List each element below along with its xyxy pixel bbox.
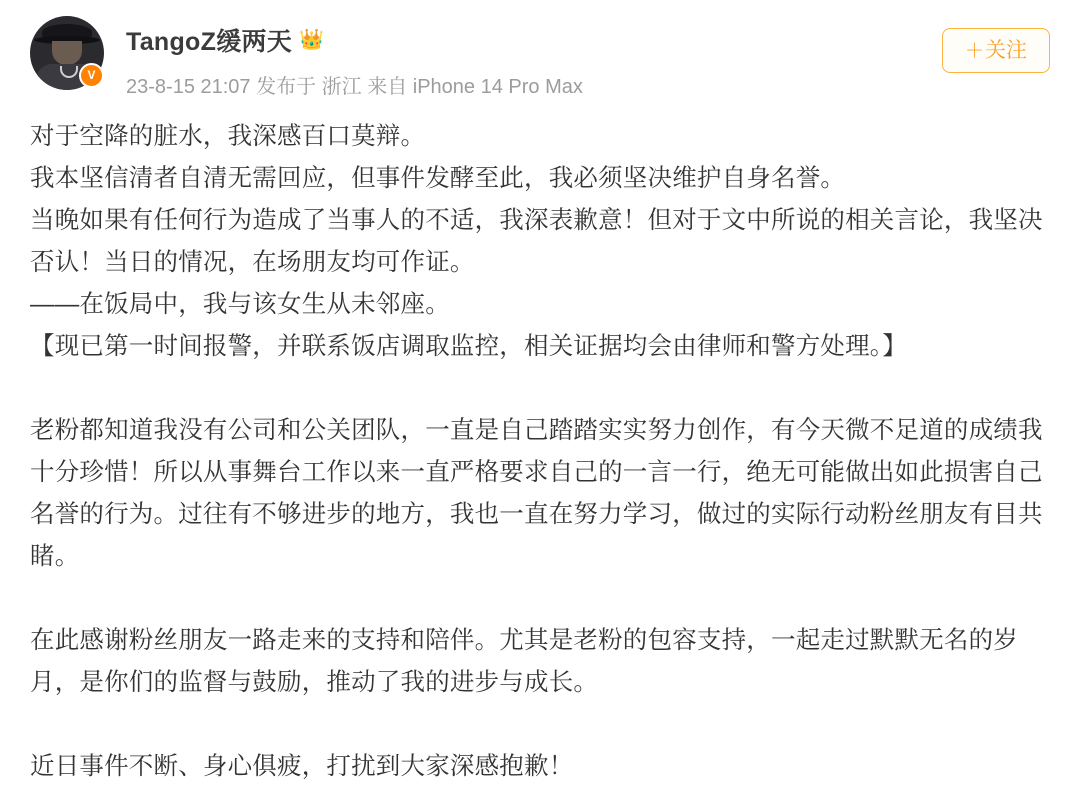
post-paragraph: 【现已第一时间报警，并联系饭店调取监控，相关证据均会由律师和警方处理。】 bbox=[30, 333, 907, 360]
follow-button[interactable] bbox=[942, 28, 1050, 73]
post-paragraph: 当晚如果有任何行为造成了当事人的不适，我深表歉意！但对于文中所说的相关言论，我坚决否认！当日的情况，在场朋友均可作证。 bbox=[30, 207, 1043, 276]
post-paragraph: 对于空降的脏水，我深感百口莫辩。 bbox=[30, 123, 426, 150]
paragraph-spacer bbox=[30, 368, 1050, 410]
post-meta-line: 23-8-15 21:07 发布于 浙江 来自 iPhone 14 Pro Max bbox=[126, 76, 583, 98]
plus-icon: ＋ bbox=[964, 41, 984, 62]
post-paragraph: 老粉都知道我没有公司和公关团队，一直是自己踏踏实实努力创作，有今天微不足道的成绩我十分珍惜！所以从事舞台工作以来一直严格要求自己的一言一行，绝无可能做出如此损害自己名誉的行为。过往有不够进步的地方，我也一直在努力学习，做过的实际行动粉丝朋友有目共睹。 bbox=[30, 417, 1043, 570]
avatar-face-shape bbox=[52, 41, 82, 65]
post-paragraph: 在此感谢粉丝朋友一路走来的支持和陪伴。尤其是老粉的包容支持，一起走过默默无名的岁月，是你们的监督与鼓励，推动了我的进步与成长。 bbox=[30, 627, 1018, 696]
crown-icon: 👑 bbox=[299, 29, 325, 51]
post-paragraph: 我本坚信清者自清无需回应，但事件发酵至此，我必须坚决维护自身名誉。 bbox=[30, 165, 846, 192]
follow-button-label: 关注 bbox=[985, 39, 1027, 62]
author-meta bbox=[126, 14, 1050, 99]
post-paragraph: ——在饭局中，我与该女生从未邻座。 bbox=[30, 291, 450, 318]
avatar[interactable] bbox=[30, 16, 104, 90]
verified-badge-icon: V bbox=[79, 63, 104, 88]
post-paragraph: 近日事件不断、身心俱疲，打扰到大家深感抱歉！ bbox=[30, 753, 574, 780]
paragraph-spacer bbox=[30, 578, 1050, 620]
post-content bbox=[30, 116, 1050, 788]
author-name[interactable]: TangoZ缓两天 bbox=[126, 28, 293, 56]
paragraph-spacer bbox=[30, 704, 1050, 746]
post-header bbox=[30, 14, 1050, 100]
author-name-row bbox=[126, 22, 1050, 58]
